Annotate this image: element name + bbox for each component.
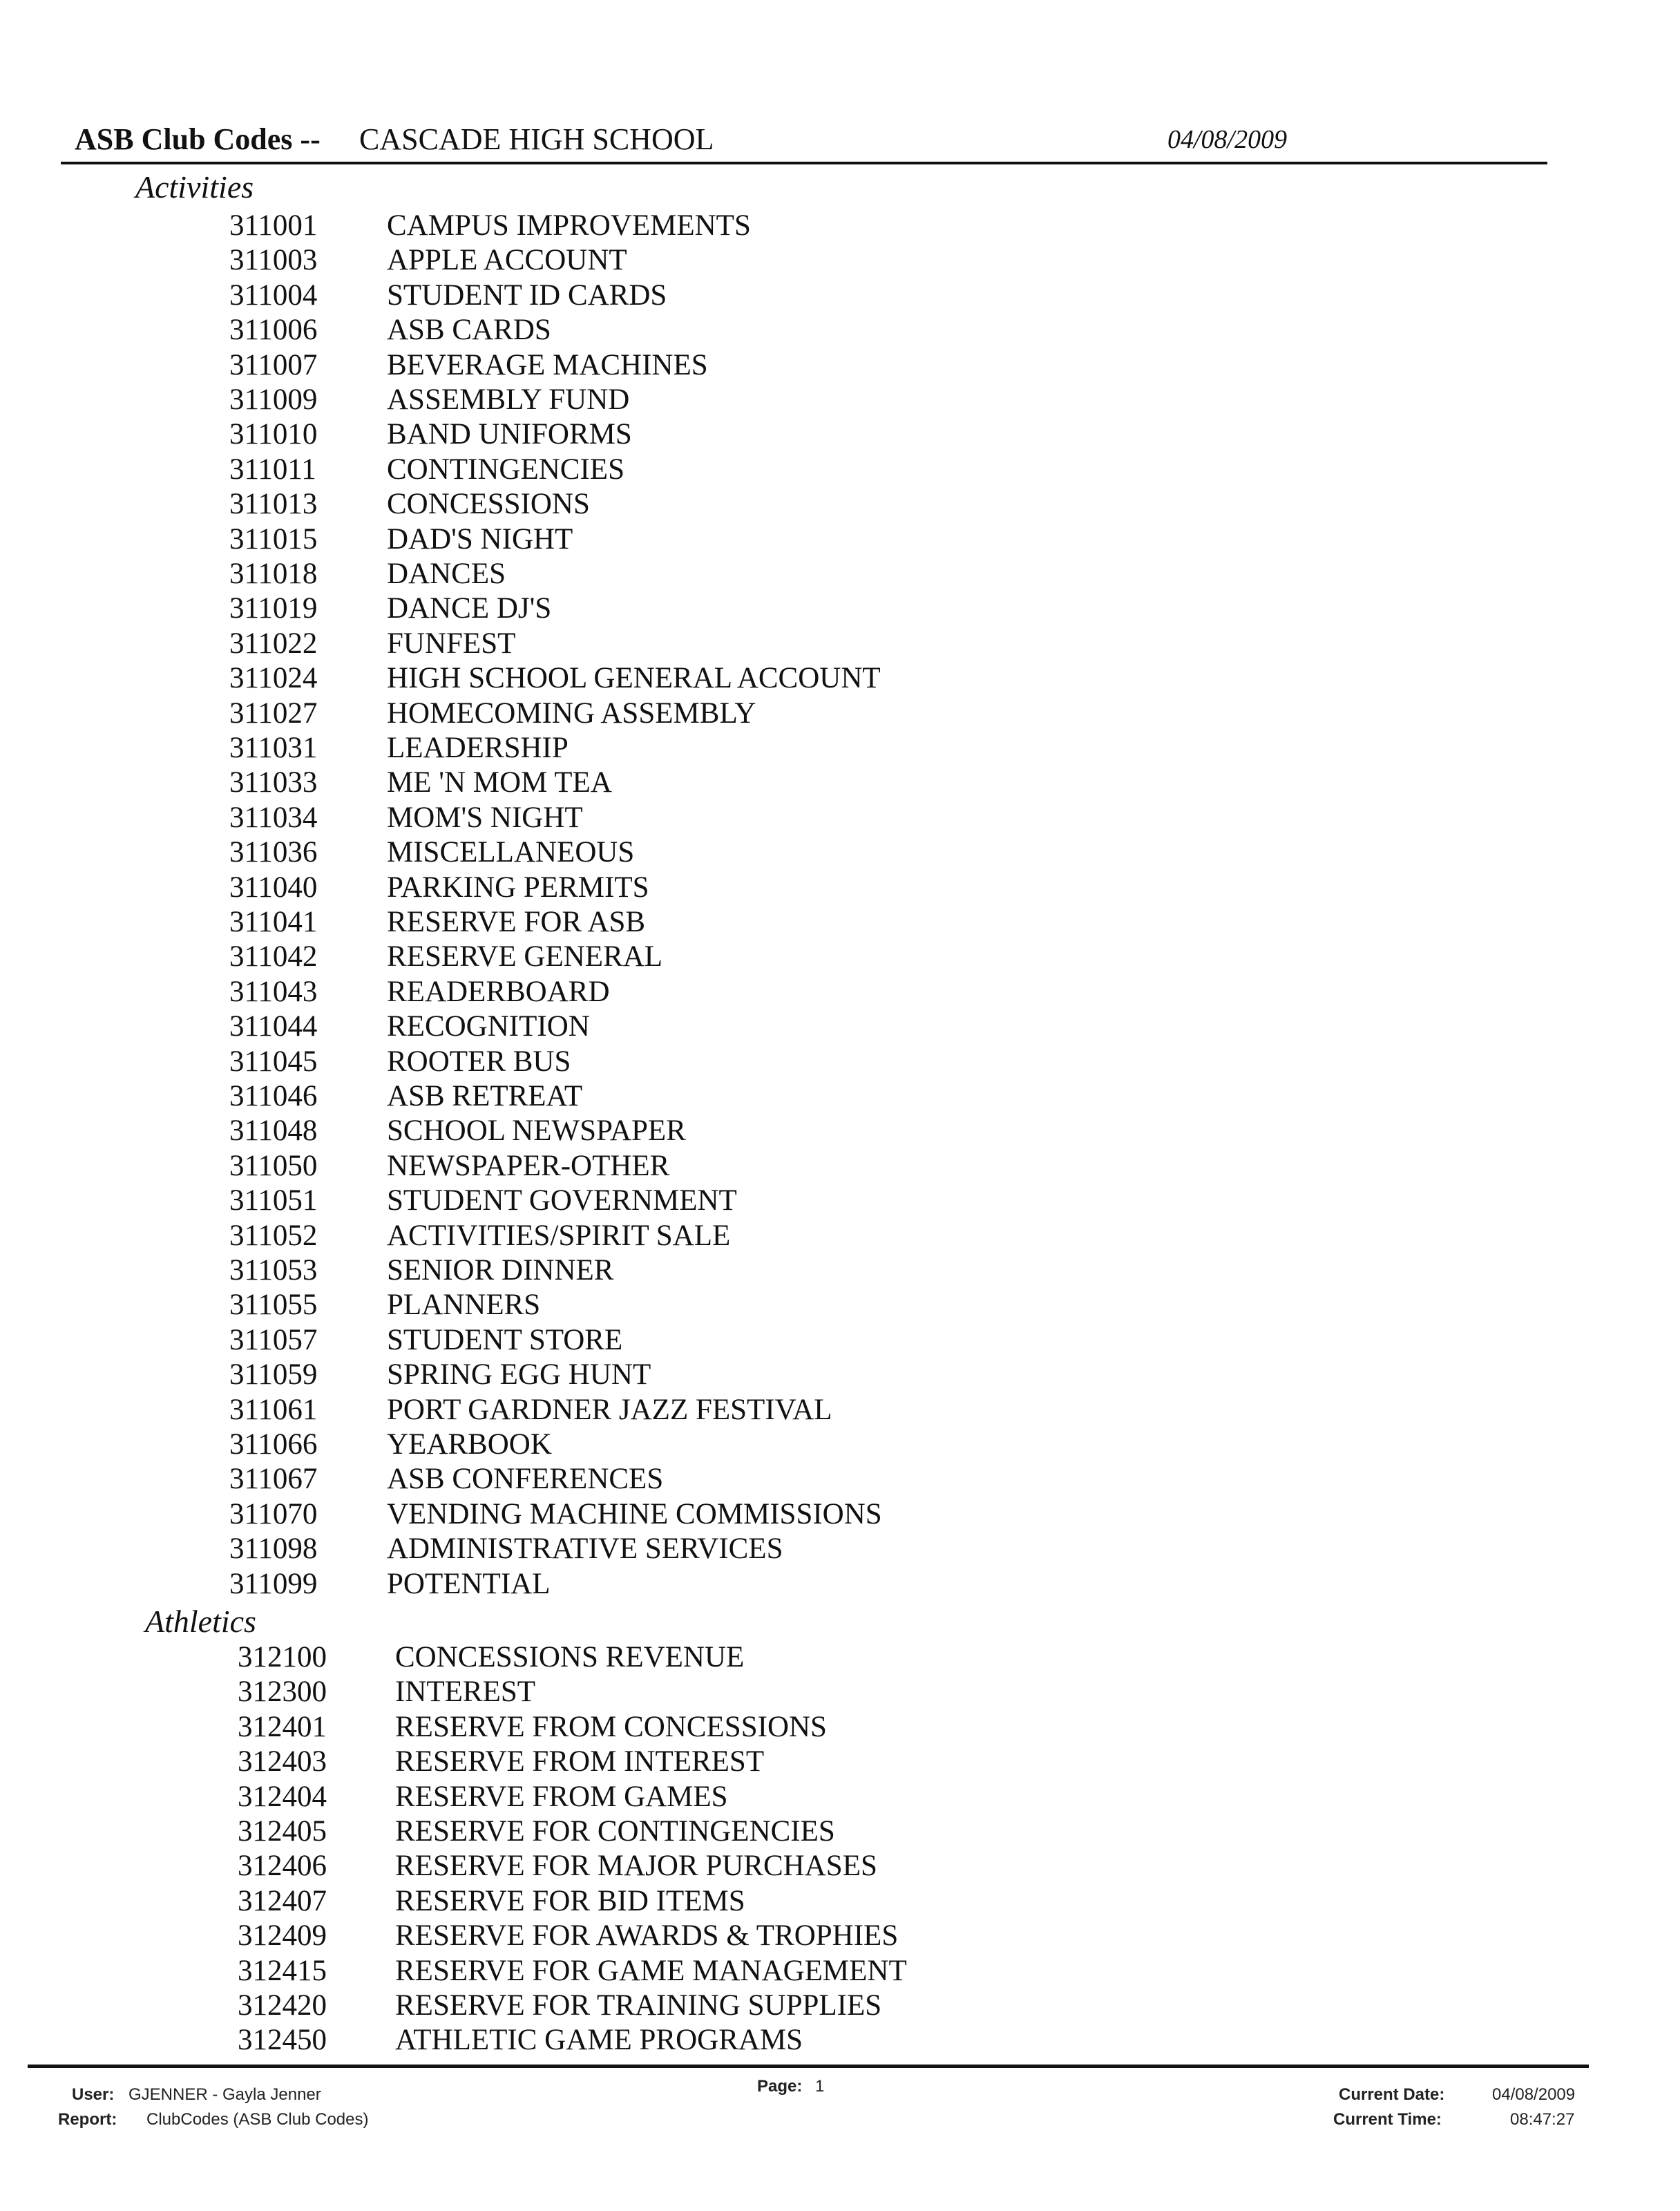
- account-code: 312406: [238, 1850, 327, 1883]
- account-description: RESERVE GENERAL: [387, 940, 663, 974]
- account-description: BAND UNIFORMS: [387, 418, 632, 451]
- account-description: ASB CONFERENCES: [387, 1463, 664, 1496]
- account-code: 311031: [229, 732, 318, 764]
- account-code: 311040: [229, 871, 318, 904]
- account-code: 311050: [229, 1149, 318, 1182]
- account-code: 311001: [229, 209, 318, 242]
- account-code: 311022: [229, 627, 318, 660]
- account-code: 311052: [229, 1219, 318, 1252]
- current-date-label: Current Date:: [1339, 2085, 1445, 2104]
- account-description: INTEREST: [395, 1676, 536, 1709]
- account-code: 311046: [229, 1080, 318, 1112]
- account-description: VENDING MACHINE COMMISSIONS: [387, 1497, 882, 1530]
- account-description: CONTINGENCIES: [387, 453, 624, 486]
- account-description: PLANNERS: [387, 1289, 541, 1322]
- account-code: 311099: [229, 1567, 318, 1600]
- account-code: 312300: [238, 1676, 327, 1709]
- account-description: RESERVE FOR TRAINING SUPPLIES: [395, 1989, 882, 2022]
- account-code: 311061: [229, 1393, 318, 1426]
- account-description: ASB CARDS: [387, 314, 551, 347]
- account-code: 312420: [238, 1989, 327, 2022]
- account-description: CONCESSIONS: [387, 488, 590, 521]
- account-code: 311004: [229, 278, 318, 312]
- account-code: 312404: [238, 1780, 327, 1813]
- account-description: STUDENT STORE: [387, 1323, 623, 1356]
- account-code: 311027: [229, 696, 318, 730]
- account-description: SCHOOL NEWSPAPER: [387, 1114, 686, 1148]
- current-time-label: Current Time:: [1333, 2110, 1442, 2129]
- account-description: APPLE ACCOUNT: [387, 244, 627, 277]
- account-code: 311098: [229, 1532, 318, 1566]
- account-description: MOM'S NIGHT: [387, 801, 583, 834]
- page-label: Page:: [757, 2077, 803, 2096]
- account-description: SPRING EGG HUNT: [387, 1358, 651, 1392]
- footer-rule: [28, 2065, 1589, 2068]
- account-code: 311011: [229, 453, 316, 486]
- report-title: ASB Club Codes --: [75, 122, 321, 156]
- account-code: 312403: [238, 1745, 327, 1778]
- account-description: FUNFEST: [387, 627, 516, 660]
- account-description: DAD'S NIGHT: [387, 522, 573, 556]
- account-code: 311010: [229, 418, 318, 451]
- report-date: 04/08/2009: [1167, 125, 1288, 154]
- account-description: POTENTIAL: [387, 1567, 551, 1600]
- account-code: 311015: [229, 522, 318, 556]
- account-description: ASSEMBLY FUND: [387, 383, 630, 416]
- account-code: 311036: [229, 836, 318, 869]
- section-title-activities: Activities: [135, 169, 254, 205]
- account-description: RESERVE FOR AWARDS & TROPHIES: [395, 1919, 899, 1953]
- account-code: 311024: [229, 662, 318, 695]
- account-code: 311006: [229, 314, 318, 347]
- account-description: YEARBOOK: [387, 1428, 552, 1461]
- account-description: STUDENT ID CARDS: [387, 278, 667, 312]
- report-label: Report:: [58, 2110, 117, 2129]
- account-code: 311018: [229, 558, 318, 590]
- account-description: RESERVE FROM GAMES: [395, 1780, 728, 1813]
- account-code: 312401: [238, 1710, 327, 1743]
- account-description: ME 'N MOM TEA: [387, 766, 612, 799]
- account-description: MISCELLANEOUS: [387, 836, 635, 869]
- account-code: 311059: [229, 1358, 318, 1392]
- account-code: 312415: [238, 1954, 327, 1987]
- user-label: User:: [72, 2085, 115, 2104]
- account-description: DANCES: [387, 558, 506, 590]
- account-code: 311057: [229, 1323, 318, 1356]
- account-code: 312407: [238, 1884, 327, 1917]
- school-name: CASCADE HIGH SCHOOL: [359, 122, 714, 156]
- section-title-athletics: Athletics: [145, 1604, 256, 1639]
- account-description: RECOGNITION: [387, 1010, 590, 1043]
- page-number: 1: [815, 2077, 825, 2096]
- current-time-value: 08:47:27: [1510, 2110, 1575, 2129]
- account-code: 311051: [229, 1184, 318, 1217]
- account-code: 311044: [229, 1010, 318, 1043]
- header-rule: [61, 162, 1547, 164]
- account-code: 311009: [229, 383, 318, 416]
- account-description: ADMINISTRATIVE SERVICES: [387, 1532, 783, 1566]
- account-description: RESERVE FROM INTEREST: [395, 1745, 765, 1778]
- account-description: RESERVE FOR CONTINGENCIES: [395, 1815, 835, 1848]
- account-code: 311041: [229, 906, 318, 938]
- account-description: HOMECOMING ASSEMBLY: [387, 696, 756, 730]
- account-code: 311003: [229, 244, 318, 277]
- account-code: 311042: [229, 940, 318, 974]
- report-value: ClubCodes (ASB Club Codes): [146, 2110, 369, 2129]
- account-code: 311070: [229, 1497, 318, 1530]
- account-code: 311067: [229, 1463, 318, 1496]
- account-code: 312405: [238, 1815, 327, 1848]
- account-code: 311033: [229, 766, 318, 799]
- account-description: RESERVE FROM CONCESSIONS: [395, 1710, 827, 1743]
- account-description: READERBOARD: [387, 975, 610, 1008]
- account-description: DANCE DJ'S: [387, 592, 552, 625]
- account-description: HIGH SCHOOL GENERAL ACCOUNT: [387, 662, 881, 695]
- account-description: BEVERAGE MACHINES: [387, 348, 708, 381]
- account-description: LEADERSHIP: [387, 732, 569, 764]
- account-code: 311048: [229, 1114, 318, 1148]
- account-description: PARKING PERMITS: [387, 871, 649, 904]
- user-value: GJENNER - Gayla Jenner: [128, 2085, 321, 2104]
- account-code: 311019: [229, 592, 318, 625]
- account-description: ASB RETREAT: [387, 1080, 583, 1112]
- account-code: 312409: [238, 1919, 327, 1953]
- account-code: 311043: [229, 975, 318, 1008]
- account-description: RESERVE FOR MAJOR PURCHASES: [395, 1850, 877, 1883]
- account-code: 311013: [229, 488, 318, 521]
- current-date-value: 04/08/2009: [1492, 2085, 1576, 2104]
- account-description: STUDENT GOVERNMENT: [387, 1184, 737, 1217]
- account-description: RESERVE FOR GAME MANAGEMENT: [395, 1954, 907, 1987]
- account-code: 311055: [229, 1289, 318, 1322]
- account-description: ATHLETIC GAME PROGRAMS: [395, 2024, 803, 2057]
- account-description: ACTIVITIES/SPIRIT SALE: [387, 1219, 731, 1252]
- account-code: 311066: [229, 1428, 318, 1461]
- account-code: 312100: [238, 1641, 327, 1673]
- account-code: 311045: [229, 1045, 318, 1078]
- account-code: 312450: [238, 2024, 327, 2057]
- account-description: RESERVE FOR BID ITEMS: [395, 1884, 745, 1917]
- account-code: 311007: [229, 348, 318, 381]
- account-description: NEWSPAPER-OTHER: [387, 1149, 670, 1182]
- account-description: RESERVE FOR ASB: [387, 906, 646, 938]
- account-description: ROOTER BUS: [387, 1045, 571, 1078]
- account-description: CAMPUS IMPROVEMENTS: [387, 209, 751, 242]
- account-code: 311053: [229, 1254, 318, 1287]
- account-description: PORT GARDNER JAZZ FESTIVAL: [387, 1393, 832, 1426]
- account-description: CONCESSIONS REVENUE: [395, 1641, 745, 1673]
- account-description: SENIOR DINNER: [387, 1254, 614, 1287]
- account-code: 311034: [229, 801, 318, 834]
